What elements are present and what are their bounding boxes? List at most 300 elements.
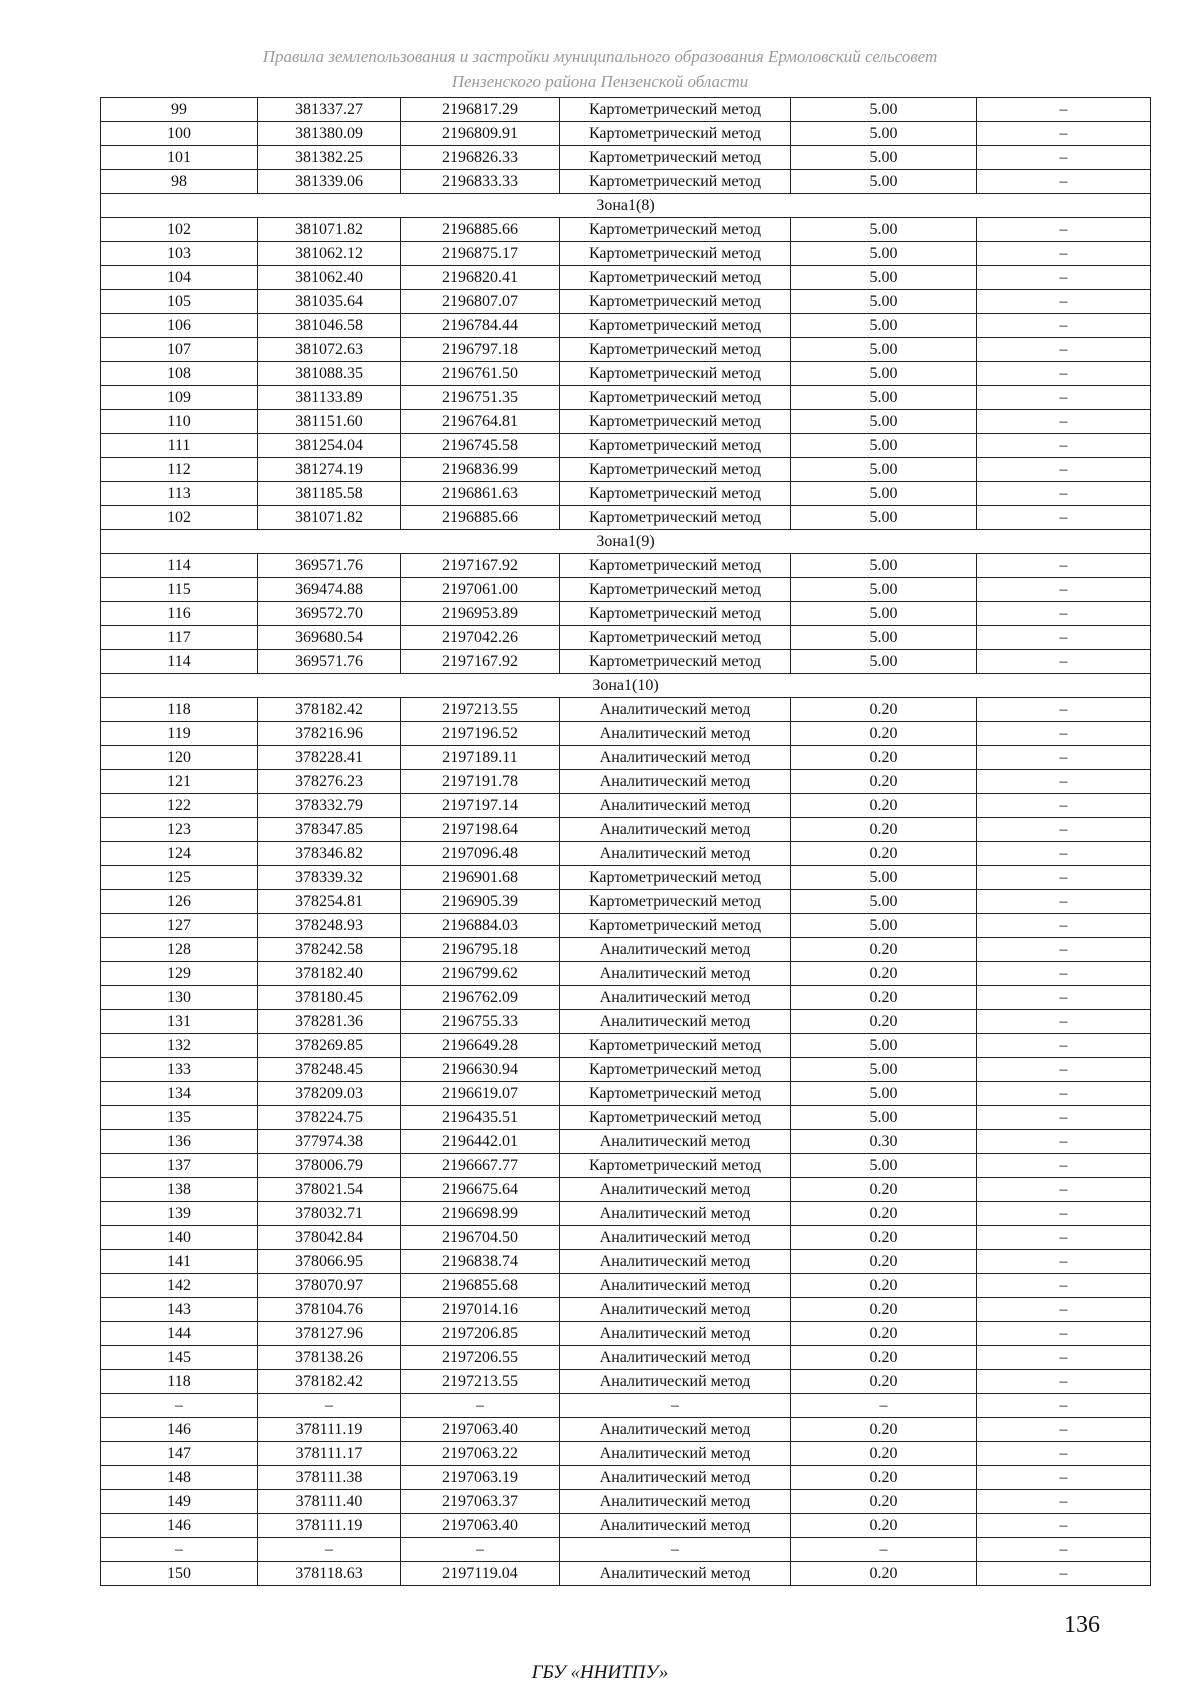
- table-row: [101, 362, 1151, 386]
- accuracy-cell: 5.00: [791, 122, 977, 146]
- y-coordinate-cell: 2196905.39: [401, 890, 560, 914]
- accuracy-cell: 5.00: [791, 554, 977, 578]
- y-coordinate-cell: 2196761.50: [401, 362, 560, 386]
- table-row: [101, 986, 1151, 1010]
- method-cell: Картометрический метод: [560, 506, 791, 530]
- y-coordinate-cell: 2196838.74: [401, 1250, 560, 1274]
- accuracy-cell: 5.00: [791, 266, 977, 290]
- description-cell: –: [977, 1370, 1151, 1394]
- x-coordinate-cell: 381185.58: [258, 482, 401, 506]
- description-cell: –: [977, 1034, 1151, 1058]
- accuracy-cell: 0.20: [791, 698, 977, 722]
- accuracy-cell: 0.20: [791, 1010, 977, 1034]
- y-coordinate-cell: 2197196.52: [401, 722, 560, 746]
- table-row: [101, 146, 1151, 170]
- accuracy-cell: 5.00: [791, 482, 977, 506]
- table-row: [101, 1178, 1151, 1202]
- point-number-cell: 115: [101, 578, 258, 602]
- method-cell: Картометрический метод: [560, 410, 791, 434]
- x-coordinate-cell: 378332.79: [258, 794, 401, 818]
- description-cell: –: [977, 1130, 1151, 1154]
- description-cell: –: [977, 314, 1151, 338]
- x-coordinate-cell: 378021.54: [258, 1178, 401, 1202]
- x-coordinate-cell: 369680.54: [258, 626, 401, 650]
- point-number-cell: 143: [101, 1298, 258, 1322]
- x-coordinate-cell: 378254.81: [258, 890, 401, 914]
- description-cell: –: [977, 650, 1151, 674]
- x-coordinate-cell: 381062.12: [258, 242, 401, 266]
- x-coordinate-cell: 378111.19: [258, 1418, 401, 1442]
- table-row: [101, 1538, 1151, 1562]
- description-cell: –: [977, 1346, 1151, 1370]
- point-number-cell: 112: [101, 458, 258, 482]
- accuracy-cell: 0.20: [791, 1274, 977, 1298]
- description-cell: –: [977, 1058, 1151, 1082]
- description-cell: –: [977, 794, 1151, 818]
- y-coordinate-cell: 2196755.33: [401, 1010, 560, 1034]
- description-cell: –: [977, 122, 1151, 146]
- table-row: [101, 890, 1151, 914]
- y-coordinate-cell: 2196953.89: [401, 602, 560, 626]
- table-row: [101, 1034, 1151, 1058]
- table-row: [101, 1250, 1151, 1274]
- description-cell: –: [977, 506, 1151, 530]
- method-cell: Картометрический метод: [560, 554, 791, 578]
- zone-header-row: [101, 194, 1151, 218]
- description-cell: –: [977, 1010, 1151, 1034]
- table-row: [101, 290, 1151, 314]
- y-coordinate-cell: 2197063.22: [401, 1442, 560, 1466]
- method-cell: Картометрический метод: [560, 338, 791, 362]
- table-row: [101, 842, 1151, 866]
- description-cell: –: [977, 290, 1151, 314]
- method-cell: Картометрический метод: [560, 482, 791, 506]
- description-cell: –: [977, 482, 1151, 506]
- point-number-cell: 140: [101, 1226, 258, 1250]
- y-coordinate-cell: 2196901.68: [401, 866, 560, 890]
- accuracy-cell: 0.20: [791, 938, 977, 962]
- accuracy-cell: 5.00: [791, 506, 977, 530]
- point-number-cell: 137: [101, 1154, 258, 1178]
- x-coordinate-cell: 378224.75: [258, 1106, 401, 1130]
- point-number-cell: 123: [101, 818, 258, 842]
- accuracy-cell: 5.00: [791, 410, 977, 434]
- point-number-cell: 132: [101, 1034, 258, 1058]
- point-number-cell: 135: [101, 1106, 258, 1130]
- x-coordinate-cell: –: [258, 1394, 401, 1418]
- table-row: [101, 122, 1151, 146]
- x-coordinate-cell: 381254.04: [258, 434, 401, 458]
- method-cell: Картометрический метод: [560, 866, 791, 890]
- x-coordinate-cell: 378182.42: [258, 1370, 401, 1394]
- y-coordinate-cell: 2196435.51: [401, 1106, 560, 1130]
- table-row: [101, 506, 1151, 530]
- x-coordinate-cell: 378276.23: [258, 770, 401, 794]
- method-cell: Аналитический метод: [560, 1562, 791, 1586]
- description-cell: –: [977, 410, 1151, 434]
- accuracy-cell: 0.20: [791, 962, 977, 986]
- table-row: [101, 1274, 1151, 1298]
- y-coordinate-cell: 2196833.33: [401, 170, 560, 194]
- point-number-cell: 119: [101, 722, 258, 746]
- method-cell: Аналитический метод: [560, 1202, 791, 1226]
- x-coordinate-cell: 381062.40: [258, 266, 401, 290]
- description-cell: –: [977, 146, 1151, 170]
- method-cell: Картометрический метод: [560, 458, 791, 482]
- method-cell: Аналитический метод: [560, 746, 791, 770]
- accuracy-cell: 5.00: [791, 578, 977, 602]
- method-cell: Картометрический метод: [560, 578, 791, 602]
- method-cell: Аналитический метод: [560, 842, 791, 866]
- y-coordinate-cell: 2197063.40: [401, 1514, 560, 1538]
- table-row: [101, 1202, 1151, 1226]
- x-coordinate-cell: 381035.64: [258, 290, 401, 314]
- accuracy-cell: 5.00: [791, 890, 977, 914]
- table-row: [101, 770, 1151, 794]
- method-cell: Картометрический метод: [560, 1082, 791, 1106]
- y-coordinate-cell: 2197197.14: [401, 794, 560, 818]
- point-number-cell: 118: [101, 1370, 258, 1394]
- point-number-cell: 118: [101, 698, 258, 722]
- table-row: [101, 1010, 1151, 1034]
- accuracy-cell: 5.00: [791, 386, 977, 410]
- accuracy-cell: 0.20: [791, 1370, 977, 1394]
- point-number-cell: 127: [101, 914, 258, 938]
- table-row: [101, 1370, 1151, 1394]
- x-coordinate-cell: 369474.88: [258, 578, 401, 602]
- y-coordinate-cell: 2197042.26: [401, 626, 560, 650]
- table-row: [101, 242, 1151, 266]
- method-cell: Картометрический метод: [560, 218, 791, 242]
- x-coordinate-cell: 378182.42: [258, 698, 401, 722]
- table-row: [101, 218, 1151, 242]
- point-number-cell: 125: [101, 866, 258, 890]
- description-cell: –: [977, 1274, 1151, 1298]
- table-row: [101, 1130, 1151, 1154]
- description-cell: –: [977, 746, 1151, 770]
- table-row: [101, 962, 1151, 986]
- method-cell: Картометрический метод: [560, 650, 791, 674]
- y-coordinate-cell: 2196704.50: [401, 1226, 560, 1250]
- y-coordinate-cell: 2196799.62: [401, 962, 560, 986]
- accuracy-cell: 0.20: [791, 1514, 977, 1538]
- accuracy-cell: 0.20: [791, 1298, 977, 1322]
- y-coordinate-cell: 2196667.77: [401, 1154, 560, 1178]
- point-number-cell: 102: [101, 218, 258, 242]
- method-cell: Аналитический метод: [560, 698, 791, 722]
- x-coordinate-cell: 378006.79: [258, 1154, 401, 1178]
- x-coordinate-cell: 378111.19: [258, 1514, 401, 1538]
- y-coordinate-cell: 2197014.16: [401, 1298, 560, 1322]
- method-cell: Аналитический метод: [560, 962, 791, 986]
- table-row: [101, 386, 1151, 410]
- y-coordinate-cell: 2196442.01: [401, 1130, 560, 1154]
- x-coordinate-cell: 381071.82: [258, 218, 401, 242]
- x-coordinate-cell: 378111.38: [258, 1466, 401, 1490]
- description-cell: –: [977, 458, 1151, 482]
- y-coordinate-cell: 2196784.44: [401, 314, 560, 338]
- accuracy-cell: 5.00: [791, 1034, 977, 1058]
- x-coordinate-cell: 369572.70: [258, 602, 401, 626]
- point-number-cell: 111: [101, 434, 258, 458]
- x-coordinate-cell: 377974.38: [258, 1130, 401, 1154]
- table-row: [101, 314, 1151, 338]
- description-cell: –: [977, 1538, 1151, 1562]
- method-cell: Аналитический метод: [560, 1514, 791, 1538]
- x-coordinate-cell: 378104.76: [258, 1298, 401, 1322]
- y-coordinate-cell: 2196861.63: [401, 482, 560, 506]
- running-header: [100, 44, 1100, 94]
- accuracy-cell: 5.00: [791, 290, 977, 314]
- y-coordinate-cell: 2196817.29: [401, 98, 560, 122]
- accuracy-cell: 5.00: [791, 1082, 977, 1106]
- description-cell: –: [977, 698, 1151, 722]
- method-cell: –: [560, 1394, 791, 1418]
- method-cell: Аналитический метод: [560, 1298, 791, 1322]
- method-cell: Картометрический метод: [560, 314, 791, 338]
- accuracy-cell: 0.20: [791, 1346, 977, 1370]
- zone-header-row: [101, 674, 1151, 698]
- description-cell: –: [977, 1394, 1151, 1418]
- method-cell: Аналитический метод: [560, 1010, 791, 1034]
- x-coordinate-cell: 378248.93: [258, 914, 401, 938]
- y-coordinate-cell: 2196762.09: [401, 986, 560, 1010]
- table-row: [101, 1514, 1151, 1538]
- accuracy-cell: 0.20: [791, 1562, 977, 1586]
- x-coordinate-cell: 378111.17: [258, 1442, 401, 1466]
- y-coordinate-cell: 2197061.00: [401, 578, 560, 602]
- description-cell: –: [977, 1322, 1151, 1346]
- y-coordinate-cell: 2196826.33: [401, 146, 560, 170]
- point-number-cell: 106: [101, 314, 258, 338]
- accuracy-cell: 5.00: [791, 1058, 977, 1082]
- x-coordinate-cell: 378182.40: [258, 962, 401, 986]
- accuracy-cell: 5.00: [791, 1106, 977, 1130]
- point-number-cell: 101: [101, 146, 258, 170]
- description-cell: –: [977, 1226, 1151, 1250]
- point-number-cell: 128: [101, 938, 258, 962]
- point-number-cell: 138: [101, 1178, 258, 1202]
- method-cell: Аналитический метод: [560, 1250, 791, 1274]
- description-cell: –: [977, 1418, 1151, 1442]
- accuracy-cell: 0.20: [791, 1178, 977, 1202]
- accuracy-cell: 5.00: [791, 458, 977, 482]
- method-cell: Аналитический метод: [560, 1178, 791, 1202]
- description-cell: –: [977, 1298, 1151, 1322]
- table-row: [101, 722, 1151, 746]
- description-cell: –: [977, 602, 1151, 626]
- accuracy-cell: 0.30: [791, 1130, 977, 1154]
- point-number-cell: 110: [101, 410, 258, 434]
- point-number-cell: 146: [101, 1418, 258, 1442]
- accuracy-cell: 0.20: [791, 1226, 977, 1250]
- point-number-cell: 131: [101, 1010, 258, 1034]
- description-cell: –: [977, 170, 1151, 194]
- point-number-cell: 141: [101, 1250, 258, 1274]
- point-number-cell: 100: [101, 122, 258, 146]
- accuracy-cell: 0.20: [791, 722, 977, 746]
- x-coordinate-cell: 381274.19: [258, 458, 401, 482]
- description-cell: –: [977, 962, 1151, 986]
- y-coordinate-cell: 2196764.81: [401, 410, 560, 434]
- point-number-cell: 105: [101, 290, 258, 314]
- description-cell: –: [977, 434, 1151, 458]
- method-cell: Аналитический метод: [560, 1442, 791, 1466]
- x-coordinate-cell: 381088.35: [258, 362, 401, 386]
- x-coordinate-cell: 378248.45: [258, 1058, 401, 1082]
- y-coordinate-cell: 2197167.92: [401, 554, 560, 578]
- table-row: [101, 746, 1151, 770]
- table-row: [101, 170, 1151, 194]
- description-cell: –: [977, 770, 1151, 794]
- table-row: [101, 1058, 1151, 1082]
- accuracy-cell: 0.20: [791, 770, 977, 794]
- description-cell: –: [977, 626, 1151, 650]
- x-coordinate-cell: 378242.58: [258, 938, 401, 962]
- description-cell: –: [977, 578, 1151, 602]
- method-cell: Картометрический метод: [560, 98, 791, 122]
- point-number-cell: 145: [101, 1346, 258, 1370]
- point-number-cell: 149: [101, 1490, 258, 1514]
- method-cell: Картометрический метод: [560, 1106, 791, 1130]
- table-row: [101, 578, 1151, 602]
- table-row: [101, 866, 1151, 890]
- method-cell: Картометрический метод: [560, 626, 791, 650]
- y-coordinate-cell: –: [401, 1538, 560, 1562]
- accuracy-cell: 0.20: [791, 1466, 977, 1490]
- y-coordinate-cell: 2196797.18: [401, 338, 560, 362]
- accuracy-cell: 5.00: [791, 338, 977, 362]
- y-coordinate-cell: 2197119.04: [401, 1562, 560, 1586]
- header-line-2: Пензенского района Пензенской области: [451, 72, 749, 91]
- accuracy-cell: 5.00: [791, 914, 977, 938]
- point-number-cell: 120: [101, 746, 258, 770]
- description-cell: –: [977, 1202, 1151, 1226]
- method-cell: Аналитический метод: [560, 1418, 791, 1442]
- accuracy-cell: 5.00: [791, 218, 977, 242]
- description-cell: –: [977, 1466, 1151, 1490]
- y-coordinate-cell: 2197063.19: [401, 1466, 560, 1490]
- x-coordinate-cell: 378066.95: [258, 1250, 401, 1274]
- accuracy-cell: 5.00: [791, 602, 977, 626]
- x-coordinate-cell: 378269.85: [258, 1034, 401, 1058]
- x-coordinate-cell: 378228.41: [258, 746, 401, 770]
- description-cell: –: [977, 1178, 1151, 1202]
- method-cell: Картометрический метод: [560, 890, 791, 914]
- accuracy-cell: 5.00: [791, 1154, 977, 1178]
- point-number-cell: 113: [101, 482, 258, 506]
- x-coordinate-cell: 378339.32: [258, 866, 401, 890]
- description-cell: –: [977, 554, 1151, 578]
- x-coordinate-cell: 381380.09: [258, 122, 401, 146]
- method-cell: Аналитический метод: [560, 1346, 791, 1370]
- method-cell: Аналитический метод: [560, 1490, 791, 1514]
- description-cell: –: [977, 1250, 1151, 1274]
- table-row: [101, 1322, 1151, 1346]
- y-coordinate-cell: 2196884.03: [401, 914, 560, 938]
- header-line-1: Правила землепользования и застройки муниципального образования Ермоловский сельсовет: [262, 47, 938, 66]
- x-coordinate-cell: 381382.25: [258, 146, 401, 170]
- point-number-cell: 116: [101, 602, 258, 626]
- point-number-cell: 102: [101, 506, 258, 530]
- table-row: [101, 698, 1151, 722]
- accuracy-cell: 5.00: [791, 98, 977, 122]
- point-number-cell: 117: [101, 626, 258, 650]
- x-coordinate-cell: 378070.97: [258, 1274, 401, 1298]
- point-number-cell: 129: [101, 962, 258, 986]
- description-cell: –: [977, 1154, 1151, 1178]
- y-coordinate-cell: 2197191.78: [401, 770, 560, 794]
- y-coordinate-cell: 2196649.28: [401, 1034, 560, 1058]
- x-coordinate-cell: 369571.76: [258, 650, 401, 674]
- x-coordinate-cell: 378042.84: [258, 1226, 401, 1250]
- method-cell: Аналитический метод: [560, 1322, 791, 1346]
- x-coordinate-cell: 369571.76: [258, 554, 401, 578]
- y-coordinate-cell: 2196820.41: [401, 266, 560, 290]
- method-cell: Аналитический метод: [560, 818, 791, 842]
- method-cell: Аналитический метод: [560, 794, 791, 818]
- point-number-cell: 134: [101, 1082, 258, 1106]
- accuracy-cell: 0.20: [791, 746, 977, 770]
- accuracy-cell: 5.00: [791, 626, 977, 650]
- y-coordinate-cell: 2197167.92: [401, 650, 560, 674]
- y-coordinate-cell: 2197213.55: [401, 698, 560, 722]
- point-number-cell: 108: [101, 362, 258, 386]
- method-cell: Картометрический метод: [560, 386, 791, 410]
- table-row: [101, 1298, 1151, 1322]
- description-cell: –: [977, 1082, 1151, 1106]
- point-number-cell: 142: [101, 1274, 258, 1298]
- x-coordinate-cell: 378127.96: [258, 1322, 401, 1346]
- method-cell: Картометрический метод: [560, 1058, 791, 1082]
- description-cell: –: [977, 1562, 1151, 1586]
- table-row: [101, 410, 1151, 434]
- table-row: [101, 1562, 1151, 1586]
- method-cell: Аналитический метод: [560, 1226, 791, 1250]
- method-cell: Картометрический метод: [560, 242, 791, 266]
- method-cell: Картометрический метод: [560, 170, 791, 194]
- table-row: [101, 266, 1151, 290]
- method-cell: –: [560, 1538, 791, 1562]
- accuracy-cell: –: [791, 1538, 977, 1562]
- y-coordinate-cell: 2197213.55: [401, 1370, 560, 1394]
- x-coordinate-cell: 381072.63: [258, 338, 401, 362]
- description-cell: –: [977, 986, 1151, 1010]
- y-coordinate-cell: 2197096.48: [401, 842, 560, 866]
- y-coordinate-cell: –: [401, 1394, 560, 1418]
- method-cell: Картометрический метод: [560, 602, 791, 626]
- table-row: [101, 1226, 1151, 1250]
- description-cell: –: [977, 98, 1151, 122]
- y-coordinate-cell: 2197063.37: [401, 1490, 560, 1514]
- y-coordinate-cell: 2196875.17: [401, 242, 560, 266]
- table-row: [101, 458, 1151, 482]
- method-cell: Аналитический метод: [560, 938, 791, 962]
- accuracy-cell: 5.00: [791, 434, 977, 458]
- y-coordinate-cell: 2196885.66: [401, 506, 560, 530]
- table-row: [101, 1466, 1151, 1490]
- coordinates-table: [100, 97, 1151, 1586]
- method-cell: Аналитический метод: [560, 1370, 791, 1394]
- point-number-cell: 147: [101, 1442, 258, 1466]
- accuracy-cell: 0.20: [791, 1322, 977, 1346]
- table-row: [101, 1394, 1151, 1418]
- accuracy-cell: 0.20: [791, 1490, 977, 1514]
- description-cell: –: [977, 842, 1151, 866]
- x-coordinate-cell: 381133.89: [258, 386, 401, 410]
- y-coordinate-cell: 2196836.99: [401, 458, 560, 482]
- zone-label: Зона1(9): [101, 530, 1151, 554]
